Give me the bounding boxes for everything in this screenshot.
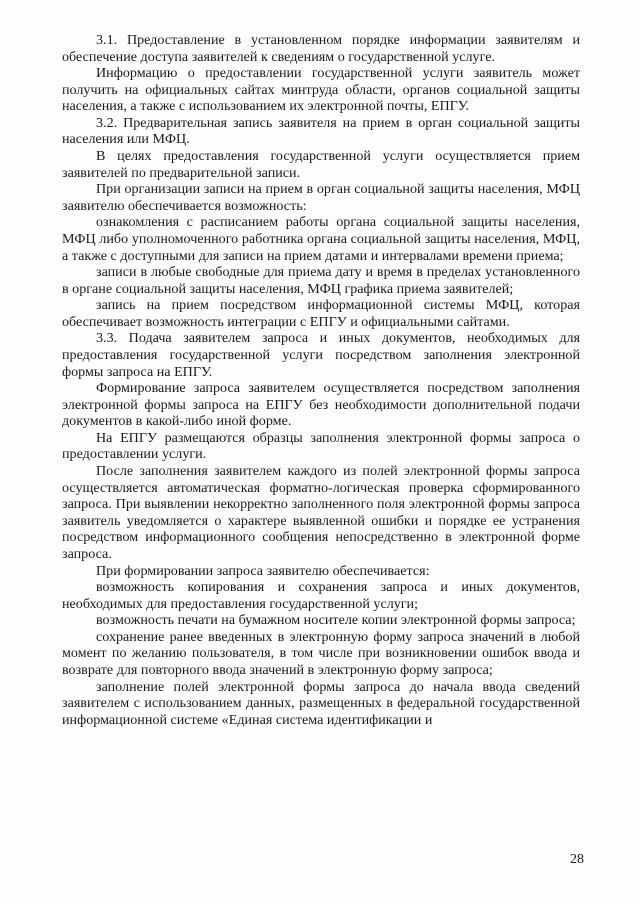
page-number: 28 [570,852,584,867]
paragraph-save-values: сохранение ранее введенных в электронную форму запроса значений в любой момент по желанию пользователя, в том числе при возникновении ошибок ввода и возврате для повторного ввода значений в электронную форму запроса; [62,628,580,678]
paragraph-provided-features: При формировании запроса заявителю обеспечивается: [96,562,430,579]
paragraph-request-forming: Формирование запроса заявителем осуществляется посредством заполнения электронной формы запроса на ЕПГУ без необходимости дополнительной подачи документов в какой-либо иной форме. [62,380,580,430]
paragraph-3-1-heading: 3.1. Предоставление в установленном порядке информации заявителям и обеспечение доступа заявителей к сведениям о государственной услуге. [62,32,580,65]
paragraph-mfc-system-booking: запись на прием посредством информационной системы МФЦ, которая обеспечивает возможность интеграции с ЕПГУ и официальными сайтами. [62,297,580,330]
document-body [62,32,580,728]
paragraph-format-check: После заполнения заявителем каждого из полей электронной формы запроса осуществляется автоматическая форматно-логическая проверка сформированного запроса. При выявлении некорректно заполненного поля электронной формы запроса заявитель уведомляется о характере выявленной ошибки и порядке ее устранения посредством информационного сообщения непосредственно в электронной форме запроса. [62,463,580,562]
paragraph-3-3-heading: 3.3. Подача заявителем запроса и иных документов, необходимых для предоставления государственной услуги посредством заполнения электронной формы запроса на ЕПГУ. [62,330,580,380]
paragraph-autofill-fields: заполнение полей электронной формы запроса до начала ввода сведений заявителем с использованием данных, размещенных в федеральной государственной информационной системе «Единая система идентификации и [62,678,580,728]
paragraph-schedule-familiarization: ознакомления с расписанием работы органа социальной защиты населения, МФЦ либо уполномоченного работника органа социальной защиты населения, МФЦ, а также с доступными для записи на прием датами и интервалами времени приема; [62,214,580,264]
paragraph-pre-registration: В целях предоставления государственной услуги осуществляется прием заявителей по предварительной записи. [62,148,580,181]
paragraph-form-samples: На ЕПГУ размещаются образцы заполнения электронной формы запроса о предоставлении услуги. [62,429,580,463]
paragraph-free-slot-booking: записи в любые свободные для приема дату и время в пределах установленного в органе социальной защиты населения, МФЦ графика приема заявителей; [62,264,580,297]
paragraph-print-copy: возможность печати на бумажном носителе копии электронной формы запроса; [96,612,576,629]
paragraph-registration-options: При организации записи на прием в орган социальной защиты населения, МФЦ заявителю обеспечивается возможность: [62,181,580,214]
paragraph-info-sources: Информацию о предоставлении государственной услуги заявитель может получить на официальных сайтах минтруда области, органов социальной защиты населения, а также с использованием их электронной почты, ЕПГУ. [62,65,580,115]
paragraph-copy-save: возможность копирования и сохранения запроса и иных документов, необходимых для предоставления государственной услуги; [62,579,580,612]
paragraph-3-2-heading: 3.2. Предварительная запись заявителя на прием в орган социальной защиты населения или МФЦ. [62,114,580,148]
